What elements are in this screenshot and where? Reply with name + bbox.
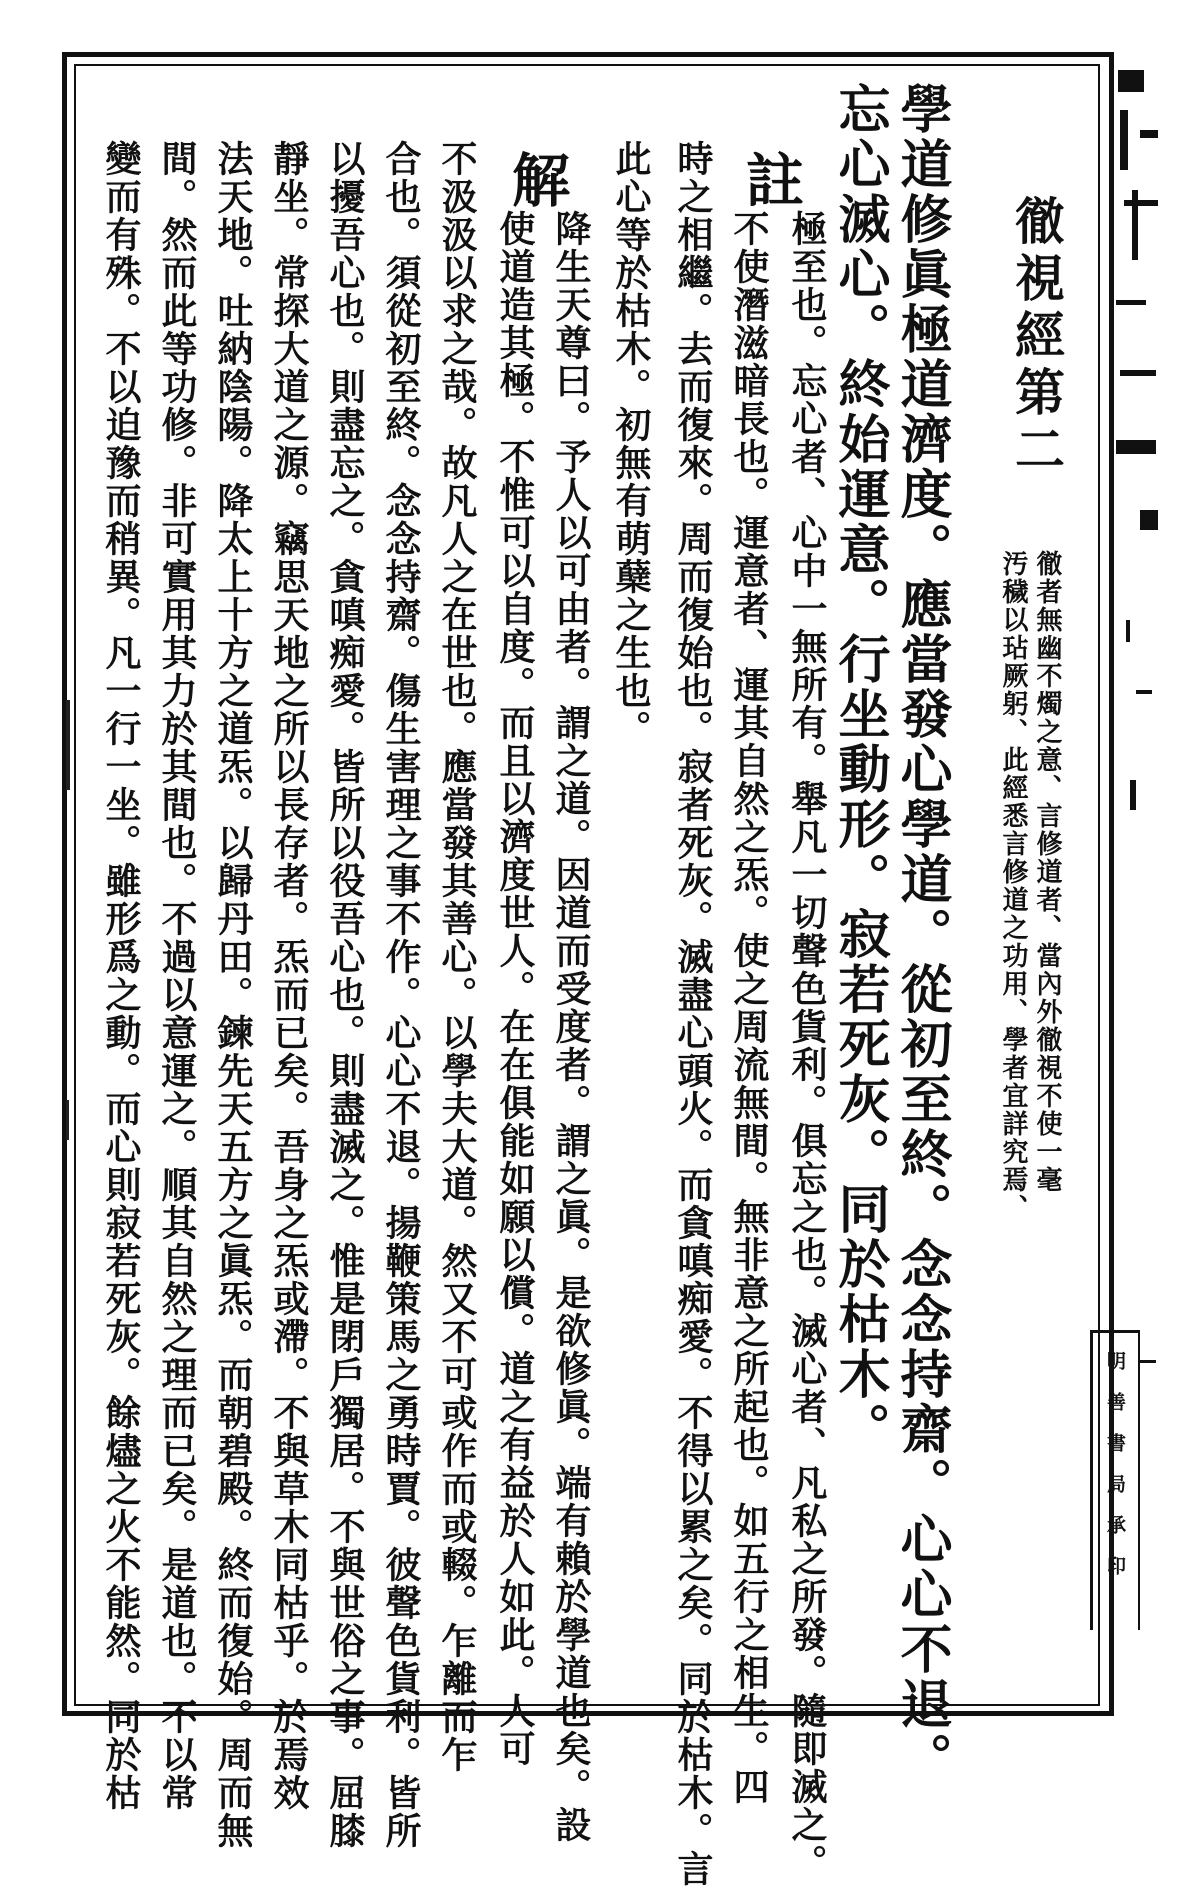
margin-ink-mark [1140, 1360, 1156, 1363]
explanation-line-4: 合也。須從初至終。念念持齋。傷生害理之事不作。心心不退。揚鞭策馬之勇時賈。彼聲色貨利。皆所 [380, 140, 422, 1850]
publisher-imprint: 明善書局承印 [1090, 1330, 1140, 1630]
scan-artifact [66, 1100, 69, 1140]
annotation-line-2: 不使潛滋暗長也。運意者、運其自然之炁。使之周流無間。無非意之所起也。如五行之相生。四 [728, 210, 770, 1806]
annotation-label: 註 [736, 150, 804, 208]
explanation-line-1: 降生天尊曰。予人以可由者。謂之道。因道而受度者。謂之眞。是欲修眞。端有賴於學道也矣。設 [550, 210, 592, 1844]
explanation-line-3: 不汲汲以求之哉。故凡人之在世也。應當發其善心。以學夫大道。然又不可或作而或輟。乍離而乍 [436, 140, 478, 1774]
margin-ink-mark [1136, 690, 1152, 694]
margin-ink-mark [1132, 190, 1138, 260]
annotation-line-1: 極至也。忘心者、心中一無所有。舉凡一切聲色貨利。俱忘之也。滅心者、凡私之所發。隨即滅之。 [786, 210, 828, 1882]
explanation-line-5: 以擾吾心也。則盡忘之。貪嗔痴愛。皆所以役吾心也。則盡滅之。惟是閉戶獨居。不與世俗之事。屈膝 [324, 140, 366, 1850]
margin-ink-mark [1120, 370, 1156, 376]
margin-ink-mark [1140, 510, 1158, 530]
verse-line-2: 忘心滅心。終始運意。行坐動形。寂若死灰。同於枯木。 [829, 82, 890, 1457]
verse-line-1: 學道修眞極道濟度。應當發心學道。從初至終。念念持齋。心心不退。 [891, 82, 952, 1787]
annotation-line-3: 時之相繼。去而復來。周而復始也。寂者死灰。滅盡心頭火。而貪嗔痴愛。不得以累之矣。同於枯木。言 [672, 140, 714, 1888]
subtitle-line-2: 汚穢以玷厥躬、此經悉言修道之功用、學者宜詳究焉、 [998, 550, 1028, 1222]
explanation-line-8: 間。然而此等功修。非可實用其力於其間也。不過以意運之。順其自然之理而已矣。是道也。不以常 [156, 140, 198, 1812]
explanation-label: 解 [502, 150, 570, 208]
margin-ink-mark [1126, 620, 1130, 642]
margin-ink-mark [1130, 780, 1136, 810]
margin-ink-mark [1116, 440, 1156, 454]
subtitle-line-1: 徹者無幽不燭之意、言修道者、當內外徹視不使一毫 [1032, 550, 1062, 1194]
explanation-line-6: 靜坐。常探大道之源。竊思天地之所以長存者。炁而已矣。吾身之炁或滯。不與草木同枯乎。於焉效 [268, 140, 310, 1812]
margin-ink-mark [1140, 130, 1158, 138]
margin-ink-mark [1118, 70, 1144, 92]
annotation-line-4: 此心等於枯木。初無有萌蘖之生也。 [610, 140, 652, 748]
margin-ink-mark [1116, 300, 1146, 305]
margin-ink-mark [1120, 110, 1128, 170]
explanation-line-7: 法天地。吐納陰陽。降太上十方之道炁。以歸丹田。鍊先天五方之眞炁。而朝碧殿。終而復始。周而無 [212, 140, 254, 1850]
chapter-title: 徹視經第二 [1007, 195, 1066, 480]
explanation-line-9: 變而有殊。不以迫豫而稍異。凡一行一坐。雖形爲之動。而心則寂若死灰。餘燼之火不能然。同於枯 [100, 140, 142, 1812]
scan-artifact [66, 700, 70, 790]
explanation-line-2: 使道造其極。不惟可以自度。而且以濟度世人。在在俱能如願以償。道之有益於人如此。人可 [494, 210, 536, 1768]
margin-ink-mark [1124, 200, 1158, 206]
